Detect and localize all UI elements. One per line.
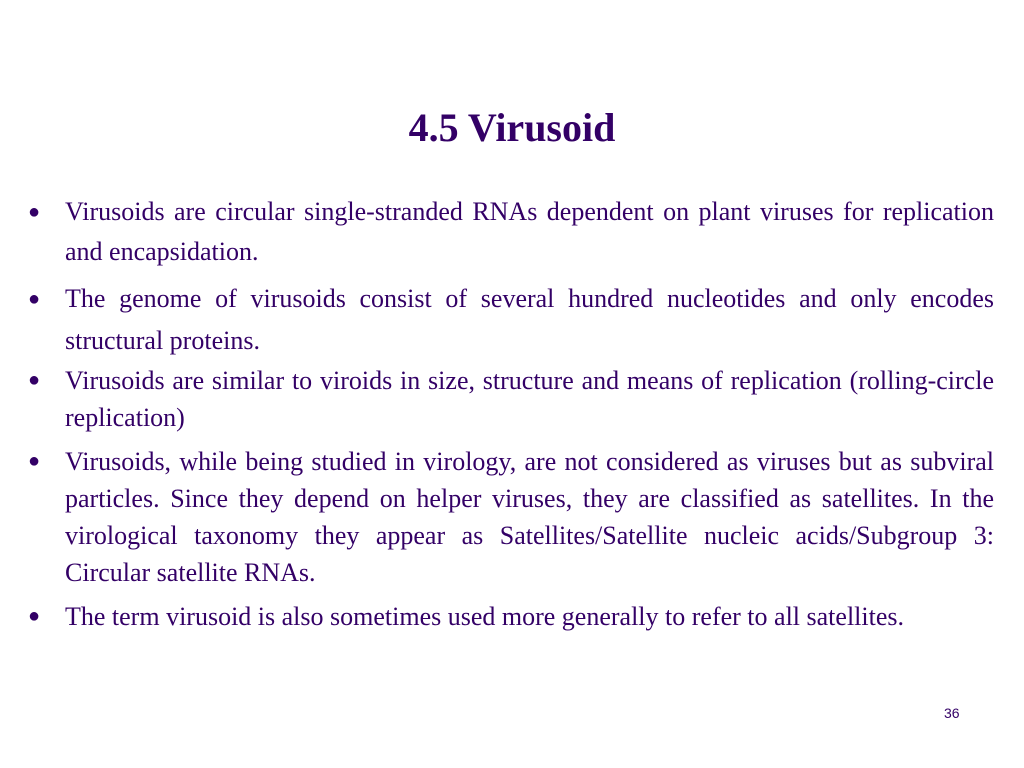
bullet-dot-icon: ● — [28, 605, 41, 627]
bullet-text: Virusoids, while being studied in virology, are not considered as viruses but as subviral particles. Since they depend on helper viruses, they are classified as satellites. In the virological taxonomy they appear as Satellites/Satellite nucleic acids/Subgroup 3: Circular satellite RNAs. — [65, 447, 994, 587]
bullet-dot-icon: ● — [28, 450, 41, 472]
bullet-item — [28, 192, 994, 272]
page-number: 36 — [944, 705, 960, 721]
bullet-item — [28, 598, 994, 635]
bullet-text: Virusoids are similar to viroids in size, structure and means of replication (rolling-circle replication) — [65, 366, 994, 432]
bullet-text: Virusoids are circular single-stranded RNAs dependent on plant viruses for replication and encapsidation. — [65, 197, 994, 266]
bullet-dot-icon: ● — [28, 201, 41, 223]
bullet-item — [28, 443, 994, 591]
bullet-text: The term virusoid is also sometimes used more generally to refer to all satellites. — [65, 602, 904, 631]
bullet-dot-icon: ● — [28, 369, 41, 391]
bullet-item — [28, 278, 994, 362]
bullet-dot-icon: ● — [28, 288, 41, 310]
bullet-list — [28, 192, 994, 635]
bullet-item — [28, 362, 994, 436]
slide-title: 4.5 Virusoid — [408, 105, 616, 150]
bullet-text: The genome of virusoids consist of several hundred nucleotides and only encodes structural proteins. — [65, 284, 994, 355]
